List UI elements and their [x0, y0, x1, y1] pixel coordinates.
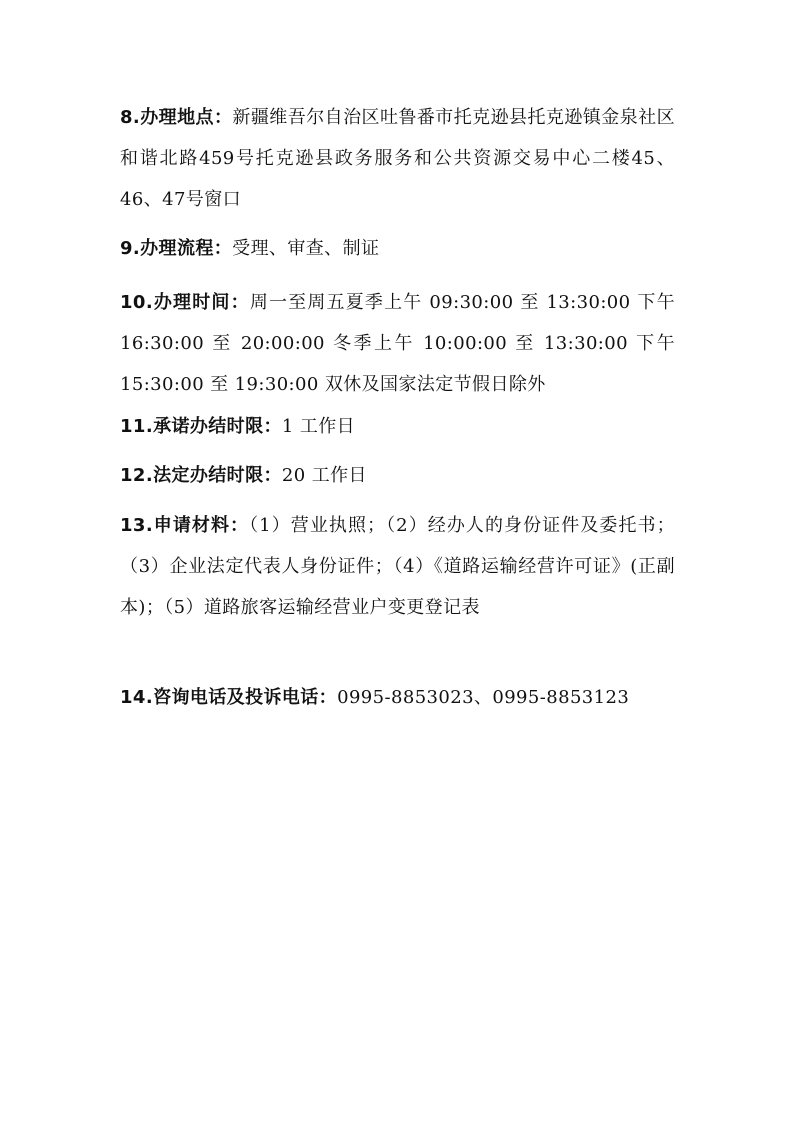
item-legal-time-limit — [120, 455, 675, 496]
item-promised-time-limit — [120, 406, 675, 447]
item-value: 新疆维吾尔自治区吐鲁番市托克逊县托克逊镇金泉社区和谐北路459号托克逊县政务服务和公共资源交易中心二楼45、46、47号窗口 — [120, 107, 675, 210]
item-office-hours — [120, 282, 675, 405]
item-label: 9.办理流程： — [120, 238, 233, 259]
item-value: 周一至周五夏季上午 09:30:00 至 13:30:00 下午 16:30:00 至 20:00:00 冬季上午 10:00:00 至 13:30:00 下午 15:30:00 至 19:30:00 双休及国家法定节假日除外 — [120, 292, 675, 395]
item-label: 11.承诺办结时限： — [120, 416, 282, 437]
item-value: 20 工作日 — [281, 465, 367, 486]
item-label: 10.办理时间： — [120, 292, 250, 313]
item-label: 13.申请材料： — [120, 515, 250, 536]
item-application-materials — [120, 505, 675, 628]
item-value: 1 工作日 — [281, 416, 356, 437]
item-label: 14.咨询电话及投诉电话： — [120, 687, 338, 708]
item-process — [120, 228, 675, 269]
item-label: 12.法定办结时限： — [120, 465, 282, 486]
item-label: 8.办理地点： — [120, 107, 233, 128]
item-value: 受理、审查、制证 — [232, 238, 380, 259]
item-value: （1）营业执照；（2）经办人的身份证件及委托书；（3）企业法定代表人身份证件；（4）《道路运输经营许可证》(正副本)；（5）道路旅客运输经营业户变更登记表 — [120, 515, 675, 618]
item-office-location — [120, 97, 675, 220]
item-contact-phones — [120, 677, 675, 718]
item-value: 0995-8853023、0995-8853123 — [337, 687, 630, 708]
